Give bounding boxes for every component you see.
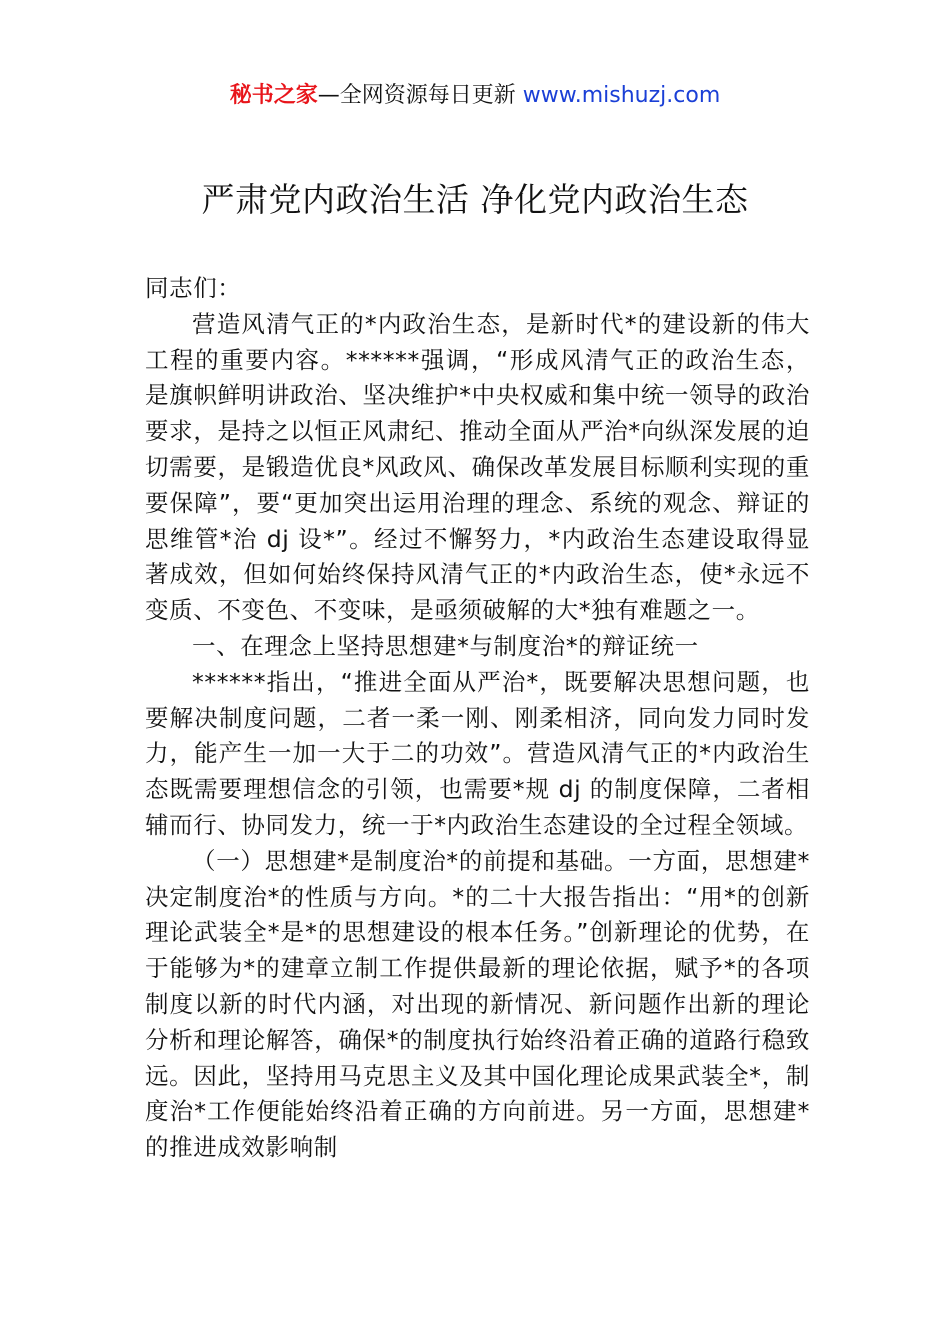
site-url-link[interactable]: www.mishuzj.com — [522, 83, 721, 108]
header-tagline: —全网资源每日更新 — [317, 83, 516, 108]
paragraph-2: ******指出，“推进全面从严治*，既要解决思想问题，也要解决制度问题，二者一柔一刚、刚柔相济，同向发力同时发力，能产生一加一大于二的功效”。营造风清气正的*内政治生态既需要理想信念的引领，也需要*规 dj 的制度保障，二者相辅而行、协同发力，统一于*内政治生态建设的全过程全领域。 — [145, 667, 810, 839]
site-header — [0, 80, 950, 112]
paragraph-1: 营造风清气正的*内政治生态，是新时代*的建设新的伟大工程的重要内容。******强调，“形成风清气正的政治生态，是旗帜鲜明讲政治、坚决维护*中央权威和集中统一领导的政治要求，是持之以恒正风肃纪、推动全面从严治*向纵深发展的迫切需要，是锻造优良*风政风、确保改革发展目标顺利实现的重要保障”，要“更加突出运用治理的理念、系统的观念、辩证的思维管*治 dj 设*”。经过不懈努力，*内政治生态建设取得显著成效，但如何始终保持风清气正的*内政治生态，使*永远不变质、不变色、不变味，是亟须破解的大*独有难题之一。 — [145, 309, 810, 625]
document-body — [145, 271, 810, 1166]
paragraph-3: （一）思想建*是制度治*的前提和基础。一方面，思想建*决定制度治*的性质与方向。*的二十大报告指出：“用*的创新理论武装全*是*的思想建设的根本任务。”创新理论的优势，在于能够为*的建章立制工作提供最新的理论依据，赋予*的各项制度以新的时代内涵，对出现的新情况、新问题作出新的理论分析和理论解答，确保*的制度执行始终沿着正确的道路行稳致远。因此，坚持用马克思主义及其中国化理论成果武装全*，制度治*工作便能始终沿着正确的方向前进。另一方面，思想建*的推进成效影响制 — [145, 846, 810, 1162]
salutation: 同志们： — [145, 274, 242, 302]
section-heading-1: 一、在理念上坚持思想建*与制度治*的辩证统一 — [192, 631, 699, 660]
document-title: 严肃党内政治生活 净化党内政治生态 — [201, 180, 749, 219]
brand-name: 秘书之家 — [229, 83, 318, 108]
